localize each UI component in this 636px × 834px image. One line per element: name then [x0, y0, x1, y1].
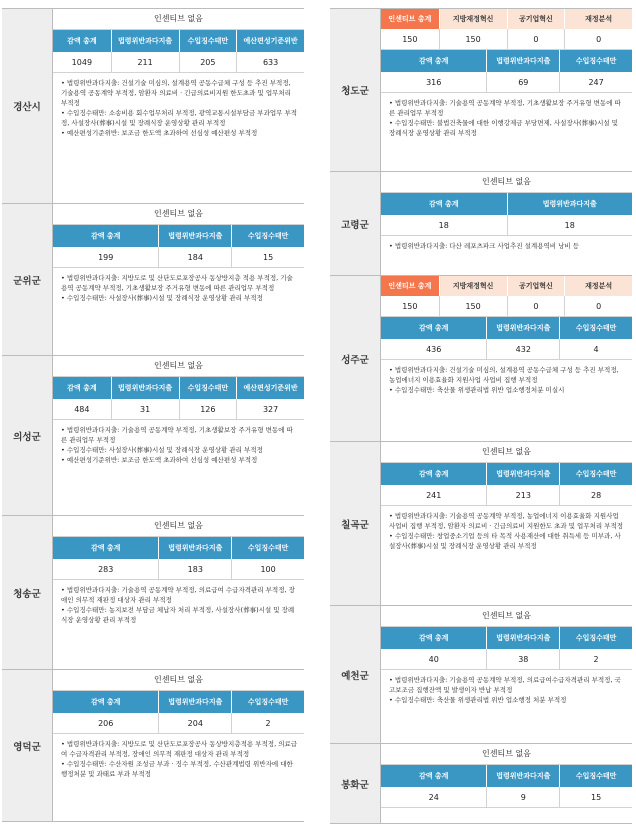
notes: [53, 420, 304, 469]
incentive-header-cell: 지방재정혁신: [439, 276, 507, 296]
table-header: [381, 193, 632, 215]
region-block-cheongsong: [2, 516, 304, 670]
note-item: • 법령위반과다지출: 지방도로 및 산단도로포장공사 동상방지층 적용 부적정, 기술용역 공동계약 부적정, 기초생활보장 주거유형 변동에 따른 관리업무 부적정: [61, 274, 293, 292]
header-cell: 법령위반과다지출: [486, 765, 559, 787]
incentive-status: 인센티브 없음: [53, 204, 304, 225]
table-header: [53, 377, 304, 399]
incentive-header: [381, 9, 632, 29]
value-cell: 15: [559, 787, 632, 807]
header-cell: 수입징수태만: [231, 691, 304, 713]
notes: [381, 236, 632, 255]
value-cell: 24: [428, 792, 439, 802]
header-cell: 법령위반과다지출: [158, 225, 231, 247]
region-content: [381, 744, 632, 823]
header-cell: 법령위반과다지출: [158, 537, 231, 559]
incentive-status: 인센티브 없음: [381, 606, 632, 627]
header-cell: 수입징수태만: [559, 463, 632, 485]
notes: [53, 580, 304, 629]
note-item: • 예산편성기준위반: 보조금 한도액 초과하여 선심성 예산편성 부적정: [61, 456, 258, 464]
notes: [381, 360, 632, 399]
header-cell: 법령위반과다지출: [111, 377, 179, 399]
note-item: • 수입징수태만: 소송비용 회수업무처리 부적정, 광역교통시설부담금 부과업무 부적정, 사설장사(葬事)시설 및 장례식장 운영상황 관리 부적정: [61, 109, 298, 127]
table-values: [53, 559, 304, 580]
region-content: [53, 204, 304, 355]
table-values: [381, 72, 632, 93]
region-label: 경산시: [2, 9, 53, 203]
table-values: [381, 215, 632, 236]
value-cell: 0: [564, 29, 632, 49]
region-block-cheongdo: [330, 8, 632, 172]
table-values: [381, 649, 632, 670]
table-header: [53, 537, 304, 559]
value-cell: 205: [179, 52, 237, 72]
note-item: • 법령위반과다지출: 기술용역 공동계약 부적정, 기초생활보장 주거유형 변동에 따른 관리업무 부적정: [389, 99, 621, 117]
header-cell: 수입징수태만: [179, 30, 237, 52]
note-item: • 법령위반과다지출: 기술용역 공동계약 부적정, 농업에너지 이용효율화 지원사업 사업비 집행 부적정, 암환자 의료비 · 긴급의료비 지원한도 초과 및 업무처리 부적정: [389, 512, 624, 530]
value-cell: 150: [402, 301, 418, 311]
value-cell: 28: [559, 485, 632, 505]
region-label: 봉화군: [330, 744, 381, 823]
value-cell: 484: [74, 404, 90, 414]
note-item: • 법령위반과다지출: 기술용역 공동계약 부적정, 기초생활보장 주거유형 변동에 따른 관리업무 부적정: [61, 426, 293, 444]
incentive-header-cell: 인센티브 총계: [381, 276, 439, 296]
header-cell: 수입징수태만: [231, 225, 304, 247]
incentive-status: 인센티브 없음: [53, 9, 304, 30]
value-cell: 31: [111, 399, 179, 419]
region-label: 예천군: [330, 606, 381, 743]
region-content: [381, 172, 632, 275]
region-content: [53, 9, 304, 203]
region-block-chilgok: [330, 442, 632, 606]
region-label: 고령군: [330, 172, 381, 275]
header-cell: 법령위반과다지출: [486, 317, 559, 339]
region-block-gyeongsan: [2, 8, 304, 204]
incentive-status: 인센티브 없음: [381, 442, 632, 463]
region-block-yecheon: [330, 606, 632, 744]
incentive-status: 인센티브 없음: [381, 172, 632, 193]
value-cell: 1049: [71, 57, 93, 67]
value-cell: 432: [486, 339, 559, 359]
left-column: [2, 8, 304, 822]
note-item: • 수입징수태만: 사설장사(葬事)시설 및 장례식장 운영상황 관리 부적정: [61, 446, 263, 454]
header-cell: 예산편성기준위반: [236, 377, 304, 399]
table-header: [53, 225, 304, 247]
value-cell: 183: [158, 559, 231, 579]
value-cell: 100: [231, 559, 304, 579]
value-cell: 211: [111, 52, 179, 72]
table-header: [381, 463, 632, 485]
region-label: 의성군: [2, 356, 53, 515]
incentive-header-cell: 공기업혁신: [507, 9, 565, 29]
region-label: 영덕군: [2, 670, 53, 821]
region-block-yeongdeok: [2, 670, 304, 822]
value-cell: 206: [98, 718, 114, 728]
header-cell: 법령위반과다지출: [158, 691, 231, 713]
region-block-seongju: [330, 276, 632, 442]
value-cell: 4: [559, 339, 632, 359]
value-cell: 247: [559, 72, 632, 92]
header-cell: 법령위반과다지출: [507, 193, 633, 215]
incentive-header-cell: 재정분석: [564, 276, 632, 296]
region-label: 칠곡군: [330, 442, 381, 605]
incentive-header: [381, 276, 632, 296]
header-cell: 수입징수태만: [559, 50, 632, 72]
table-values: [53, 52, 304, 73]
table-header: [381, 765, 632, 787]
value-cell: 2: [231, 713, 304, 733]
header-cell: 예산편성기준위반: [236, 30, 304, 52]
table-values: [381, 339, 632, 360]
header-cell: 감액 총계: [90, 698, 121, 706]
incentive-header-cell: 공기업혁신: [507, 276, 565, 296]
notes: [381, 670, 632, 709]
value-cell: 15: [231, 247, 304, 267]
header-cell: 감액 총계: [418, 324, 449, 332]
table-header: [381, 627, 632, 649]
value-cell: 436: [426, 344, 442, 354]
incentive-values: [381, 29, 632, 50]
value-cell: 316: [426, 77, 442, 87]
region-block-gunwi: [2, 204, 304, 356]
value-cell: 204: [158, 713, 231, 733]
value-cell: 0: [507, 29, 565, 49]
table-values: [53, 399, 304, 420]
note-item: • 수입징수태만: 불법건축물에 대한 이행강제금 부당면제, 사설장사(葬事)시설 및 장례식장 운영상황 관리 부적정: [389, 119, 618, 137]
notes: [381, 506, 632, 555]
table-values: [53, 713, 304, 734]
region-label: 성주군: [330, 276, 381, 441]
value-cell: 184: [158, 247, 231, 267]
value-cell: 199: [98, 252, 114, 262]
value-cell: 0: [564, 296, 632, 316]
right-column: [330, 8, 632, 824]
header-cell: 수입징수태만: [559, 765, 632, 787]
region-content: [53, 356, 304, 515]
header-cell: 감액 총계: [429, 200, 459, 208]
value-cell: 150: [439, 296, 507, 316]
value-cell: 69: [486, 72, 559, 92]
region-label: 청송군: [2, 516, 53, 669]
value-cell: 126: [179, 399, 237, 419]
header-cell: 감액 총계: [418, 634, 449, 642]
region-block-goryeong: [330, 172, 632, 276]
header-cell: 법령위반과다지출: [486, 463, 559, 485]
incentive-values: [381, 296, 632, 317]
notes: [53, 268, 304, 307]
value-cell: 38: [486, 649, 559, 669]
incentive-status: 인센티브 없음: [381, 744, 632, 765]
value-cell: 283: [98, 564, 114, 574]
value-cell: 241: [426, 490, 442, 500]
table-values: [381, 787, 632, 808]
header-cell: 감액 총계: [418, 772, 449, 780]
table-header: [381, 50, 632, 72]
incentive-header-cell: 재정분석: [564, 9, 632, 29]
header-cell: 감액 총계: [67, 37, 97, 45]
header-cell: 법령위반과다지출: [486, 627, 559, 649]
value-cell: 0: [507, 296, 565, 316]
table-values: [381, 485, 632, 506]
region-content: [381, 606, 632, 743]
note-item: • 법령위반과다지출: 건설기술 미심의, 설계용역 공동수급체 구성 등 추진 부적정, 농업에너지 이용효율화 지원사업 사업비 집행 부적정: [389, 366, 619, 384]
value-cell: 213: [486, 485, 559, 505]
notes: [53, 73, 304, 142]
incentive-status: 인센티브 없음: [53, 670, 304, 691]
header-cell: 법령위반과다지출: [486, 50, 559, 72]
note-item: • 법령위반과다지출: 기술용역 공동계약 부적정, 의료급여수급자격관리 부적정, 국고보조금 집행잔액 및 발생이자 반납 부적정: [389, 676, 621, 694]
table-values: [53, 247, 304, 268]
value-cell: 18: [507, 215, 633, 235]
header-cell: 법령위반과다지출: [111, 30, 179, 52]
header-cell: 감액 총계: [67, 384, 97, 392]
notes: [381, 93, 632, 142]
incentive-header-cell: 지방재정혁신: [439, 9, 507, 29]
header-cell: 수입징수태만: [559, 317, 632, 339]
region-content: [381, 276, 632, 441]
region-block-uiseong: [2, 356, 304, 516]
value-cell: 2: [559, 649, 632, 669]
header-cell: 수입징수태만: [179, 377, 237, 399]
note-item: • 법령위반과다지출: 지방도로 및 산단도로포장공사 동상방지층적용 부적정, 의료급여 수급자격관리 부적정, 장애인 의무적 재판정 대상자 관리 부적정: [61, 740, 298, 758]
incentive-status: 인센티브 없음: [53, 516, 304, 537]
region-content: [381, 9, 632, 171]
note-item: • 법령위반과다지출: 기술용역 공동계약 부적정, 의료급여 수급자격관리 부적정, 장애인 의무적 재판정 대상자 관리 부적정: [61, 586, 295, 604]
value-cell: 150: [402, 34, 418, 44]
note-item: • 수입징수태만: 창업중소기업 등의 타 목적 사용재산에 대한 취득세 등 미부과, 사설장사(葬事)시설 및 장례식장 운영상황 관리 부적정: [389, 532, 621, 550]
region-block-bonghwa: [330, 744, 632, 824]
region-content: [53, 670, 304, 821]
note-item: • 수입징수태만: 축산물 위생관리법 위반 업소행정처분 미실시: [389, 386, 565, 394]
note-item: • 수입징수태만: 농지보전 부담금 체납자 처리 부적정, 사설장사(葬事)시설 및 장례식장 운영상황 관리 부적정: [61, 606, 295, 624]
incentive-header-cell: 인센티브 총계: [381, 9, 439, 29]
region-content: [53, 516, 304, 669]
note-item: • 수입징수태만: 수산자원 조성금 부과 · 징수 부적정, 수산관계법령 위반자에 대한 행정처분 및 과태료 부과 부적정: [61, 760, 293, 778]
value-cell: 327: [236, 399, 304, 419]
region-label: 청도군: [330, 9, 381, 171]
header-cell: 감액 총계: [90, 232, 121, 240]
notes: [53, 734, 304, 783]
note-item: • 수입징수태만: 축산물 위생관리법 위반 업소행정 처분 부적정: [389, 696, 567, 704]
header-cell: 감액 총계: [418, 470, 449, 478]
note-item: • 법령위반과다지출: 건설기술 미심의, 설계용역 공동수급체 구성 등 추진 부적정, 기술용역 공동계약 부적정, 암환자 의료비 · 긴급의료비지원 한도초과 및 업무처리 부적정: [61, 79, 291, 107]
note-item: • 법령위반과다지출: 다산 레포츠파크 사업추진 설계용역비 낭비 등: [389, 242, 580, 250]
value-cell: 633: [236, 52, 304, 72]
note-item: • 예산편성기준위반: 보조금 한도액 초과하여 선심성 예산편성 부적정: [61, 129, 258, 137]
region-label: 군위군: [2, 204, 53, 355]
table-header: [53, 691, 304, 713]
table-header: [381, 317, 632, 339]
table-header: [53, 30, 304, 52]
header-cell: 수입징수태만: [231, 537, 304, 559]
value-cell: 150: [439, 29, 507, 49]
value-cell: 40: [428, 654, 439, 664]
header-cell: 감액 총계: [418, 57, 449, 65]
header-cell: 감액 총계: [90, 544, 121, 552]
incentive-status: 인센티브 없음: [53, 356, 304, 377]
header-cell: 수입징수태만: [559, 627, 632, 649]
region-content: [381, 442, 632, 605]
value-cell: 9: [486, 787, 559, 807]
note-item: • 수입징수태만: 사설장사(葬事)시설 및 장례식장 운영상황 관리 부적정: [61, 294, 263, 302]
value-cell: 18: [438, 220, 449, 230]
